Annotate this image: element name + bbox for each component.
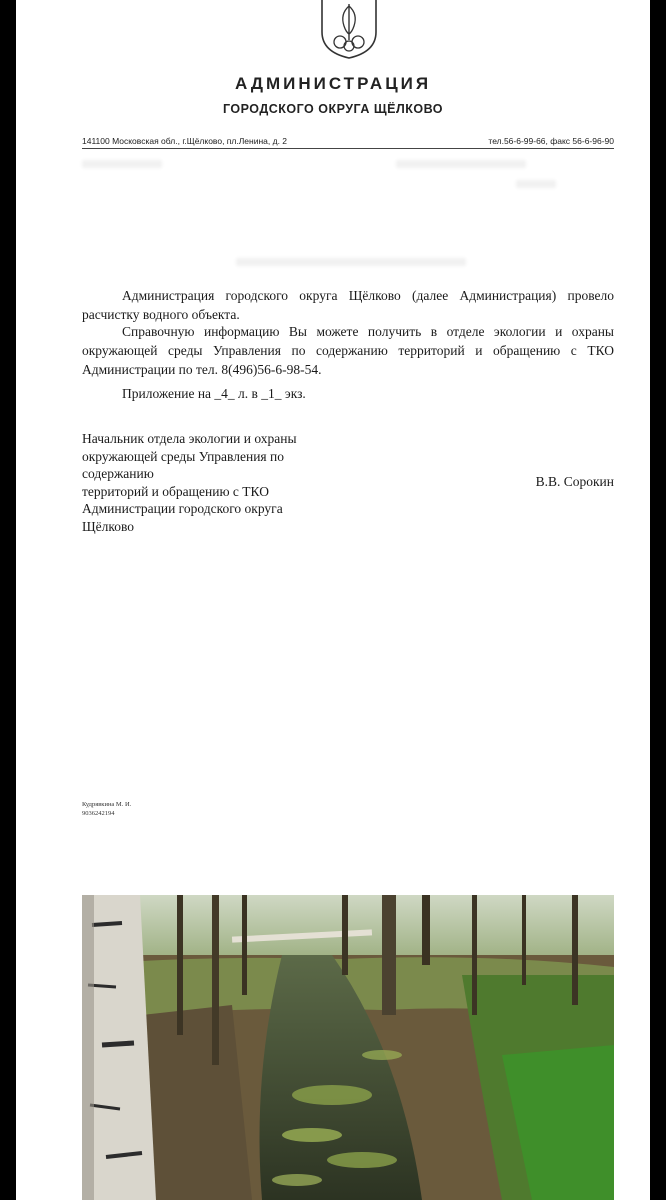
redacted-mark (516, 180, 556, 188)
redacted-mark (236, 258, 466, 266)
letterhead-contacts (82, 136, 614, 148)
org-address: 141100 Московская обл., г.Щёлково, пл.Ленина, д. 2 (82, 136, 288, 146)
document-page (16, 0, 650, 1200)
executor-phone: 9036242194 (82, 810, 115, 817)
signatory-position: Начальник отдела экологии и охраны окружающей среды Управления по содержанию территорий и обращению с ТКО Администрации городского округа Щёлково (82, 431, 297, 534)
signatory-name: В.В. Сорокин (535, 474, 614, 489)
org-title: АДМИНИСТРАЦИЯ (234, 74, 432, 93)
redacted-mark (82, 160, 162, 168)
shchyolkovo-coat-of-arms-icon (318, 0, 380, 60)
org-phone-fax: тел.56-6-99-66, факс 56-6-96-90 (488, 136, 614, 146)
body-paragraph: Администрация городского округа Щёлково (далее Администрация) провело расчистку водного объекта. (82, 288, 614, 322)
body-paragraph: Справочную информацию Вы можете получить в отделе экологии и охраны окружающей среды Управления по содержанию территорий и обращению с ТКО Администрации по тел. 8(496)56-6-98-54. (82, 324, 614, 377)
forest-stream-photo (82, 895, 614, 1200)
redacted-mark (396, 160, 526, 168)
org-subtitle: ГОРОДСКОГО ОКРУГА ЩЁЛКОВО (222, 102, 444, 116)
attachment-note: Приложение на _4_ л. в _1_ экз. (122, 386, 306, 401)
executor-name: Кудрявкина М. И. (82, 801, 132, 808)
letterhead-divider (82, 148, 614, 149)
executor-info (82, 800, 131, 818)
